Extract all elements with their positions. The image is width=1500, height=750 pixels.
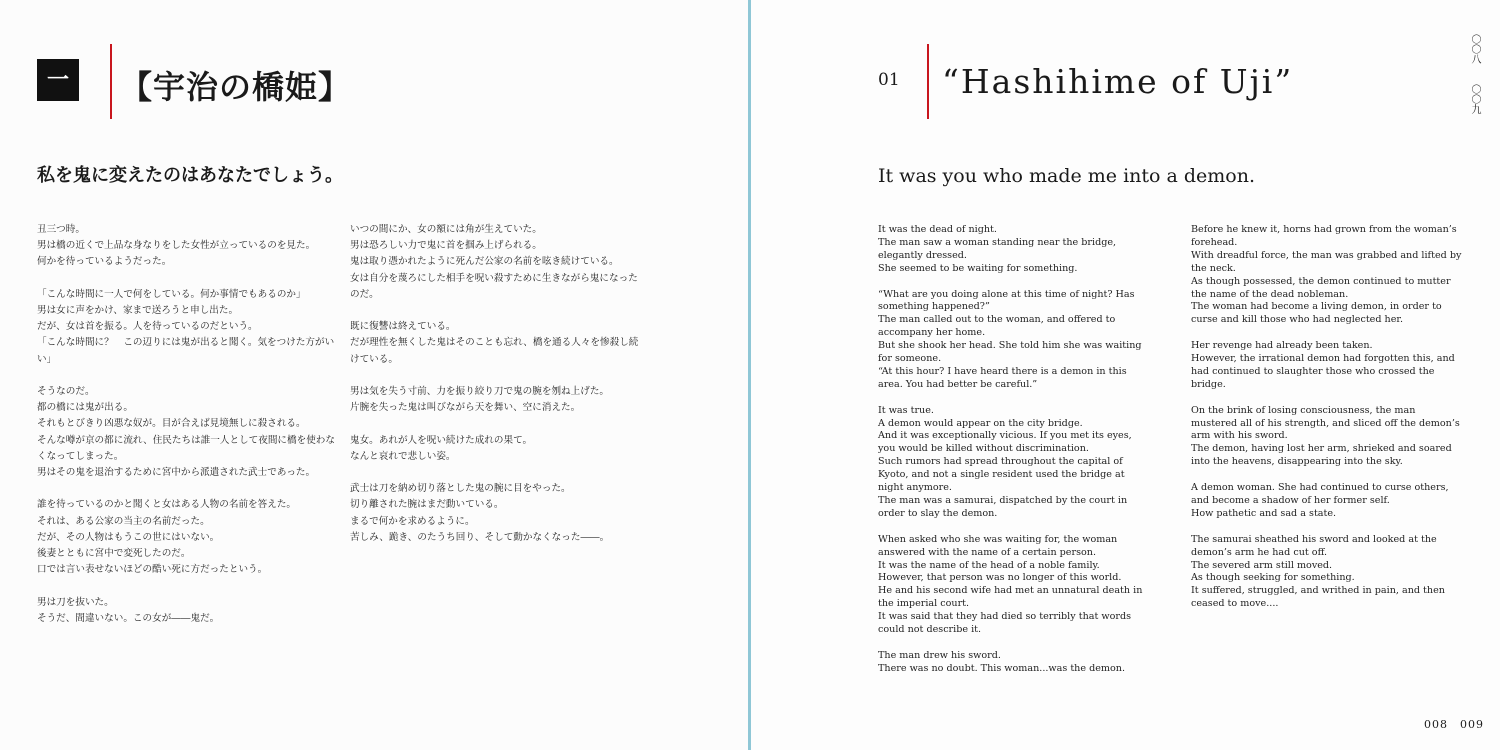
- left-page: [0, 0, 748, 750]
- red-divider-right: [927, 44, 929, 119]
- paragraph: A demon woman. She had continued to curse others, and become a shadow of her former self. How pathetic and sad a state.: [1191, 482, 1449, 519]
- paragraph: 既に復讐は終えている。 だが理性を無くした鬼はそのことも忘れ、橋を通る人々を惨殺し続けている。: [350, 321, 639, 365]
- page-folio: 008 009: [1424, 718, 1484, 731]
- paragraph: 男は気を失う寸前、力を振り絞り刀で鬼の腕を刎ね上げた。 片腕を失った鬼は叫びながら天を舞い、空に消えた。: [350, 386, 610, 414]
- chapter-mark: 一: [37, 59, 79, 101]
- english-title: “Hashihime of Uji”: [942, 62, 1294, 101]
- chapter-number: 01: [878, 70, 900, 90]
- paragraph: The man drew his sword. There was no doubt. This woman...was the demon.: [878, 649, 1126, 674]
- english-subtitle: It was you who made me into a demon.: [878, 165, 1256, 187]
- japanese-column-1: [37, 222, 337, 643]
- japanese-title: 【宇治の橋姫】: [120, 68, 352, 106]
- paragraph: On the brink of losing consciousness, the man mustered all of his strength, and sliced off the demon’s arm with his sword. The demon, having lost her arm, shrieked and soared into the heavens, disappearing into the sky.: [1191, 404, 1460, 468]
- paragraph: “What are you doing alone at this time of night? Has something happened?” The man called out to the woman, and offered to accompany her home. But she shook her head. She told him she was waiting for someone. “At this hour? I have heard there is a demon in this area. You had better be careful.”: [878, 288, 1142, 390]
- paragraph: 鬼女。あれが人を呪い続けた成れの果て。 なんと哀れで悲しい姿。: [350, 434, 533, 462]
- paragraph: そうなのだ。 都の橋には鬼が出る。 それもとびきり凶悪な奴が。目が合えば見境無しに殺される。 そんな噂が京の都に流れ、住民たちは誰一人として夜間に橋を使わなくなってしまった。 男はその鬼を退治するために宮中から派遣された武士であった。: [37, 386, 335, 479]
- paragraph: Her revenge had already been taken. However, the irrational demon had forgotten this, and had continued to slaughter those who crossed the bridge.: [1191, 340, 1455, 390]
- english-column-2: [1191, 224, 1463, 624]
- japanese-column-2: [350, 222, 640, 562]
- paragraph: 誰を待っているのかと聞くと女はある人物の名前を答えた。 それは、ある公家の当主の名前だった。 だが、その人物はもうこの世にはいない。 後妻とともに宮中で変死したのだ。 口では言い表せないほどの酷い死に方だったという。: [37, 499, 297, 576]
- paragraph: 武士は刀を納め切り落とした鬼の腕に目をやった。 切り離された腕はまだ動いている。 まるで何かを求めるように。 苦しみ、跪き、のたうち回り、そして動かなくなった――。: [350, 483, 610, 543]
- paragraph: 「こんな時間に一人で何をしている。何か事情でもあるのか」 男は女に声をかけ、家まで送ろうと申し出た。 だが、女は首を振る。人を待っているのだという。 「こんな時間に？ この辺りには鬼が出ると聞く。気をつけた方がいい」: [37, 288, 335, 365]
- vertical-page-label-left: 〇〇八: [1469, 34, 1480, 64]
- paragraph: 丑三つ時。 男は橋の近くで上品な身なりをした女性が立っているのを見た。 何かを待っているようだった。: [37, 224, 316, 268]
- japanese-subtitle: 私を鬼に変えたのはあなたでしょう。: [37, 165, 343, 186]
- paragraph: When asked who she was waiting for, the woman answered with the name of a certain person. It was the name of the head of a noble family. However, that person was no longer of this world. He and his second wife had met an unnatural death in the imperial court. It was said that they had died so terribly that words could not describe it.: [878, 533, 1143, 636]
- paragraph: It was the dead of night. The man saw a woman standing near the bridge, elegantly dressed. She seemed to be waiting for something.: [878, 224, 1117, 274]
- red-divider-left: [110, 44, 112, 119]
- paragraph: It was true. A demon would appear on the city bridge. And it was exceptionally vicious. If you met its eyes, you would be killed without discrimination. Such rumors had spread throughout the capital of Kyoto, and not a single resident used the bridge at night anymore. The man was a samurai, dispatched by the court in order to slay the demon.: [878, 404, 1132, 519]
- paragraph: いつの間にか、女の額には角が生えていた。 男は恐ろしい力で鬼に首を掴み上げられる。 鬼は取り憑かれたように死んだ公家の名前を呟き続けている。 女は自分を蔑ろにした相手を呪い殺すために生きながら鬼になったのだ。: [350, 224, 638, 300]
- paragraph: 男は刀を抜いた。 そうだ、間違いない。この女が――鬼だ。: [37, 596, 220, 624]
- english-column-1: [878, 224, 1146, 689]
- paragraph: The samurai sheathed his sword and looked at the demon’s arm he had cut off. The severed arm still moved. As though seeking for something. It suffered, struggled, and writhed in pain, and then ceased to move....: [1191, 533, 1445, 610]
- vertical-page-label-right: 〇〇九: [1469, 84, 1480, 114]
- paragraph: Before he knew it, horns had grown from the woman’s forehead. With dreadful force, the man was grabbed and lifted by the neck. As though possessed, the demon continued to mutter the name of the dead nobleman. The woman had become a living demon, in order to curse and kill those who had neglected her.: [1191, 224, 1462, 326]
